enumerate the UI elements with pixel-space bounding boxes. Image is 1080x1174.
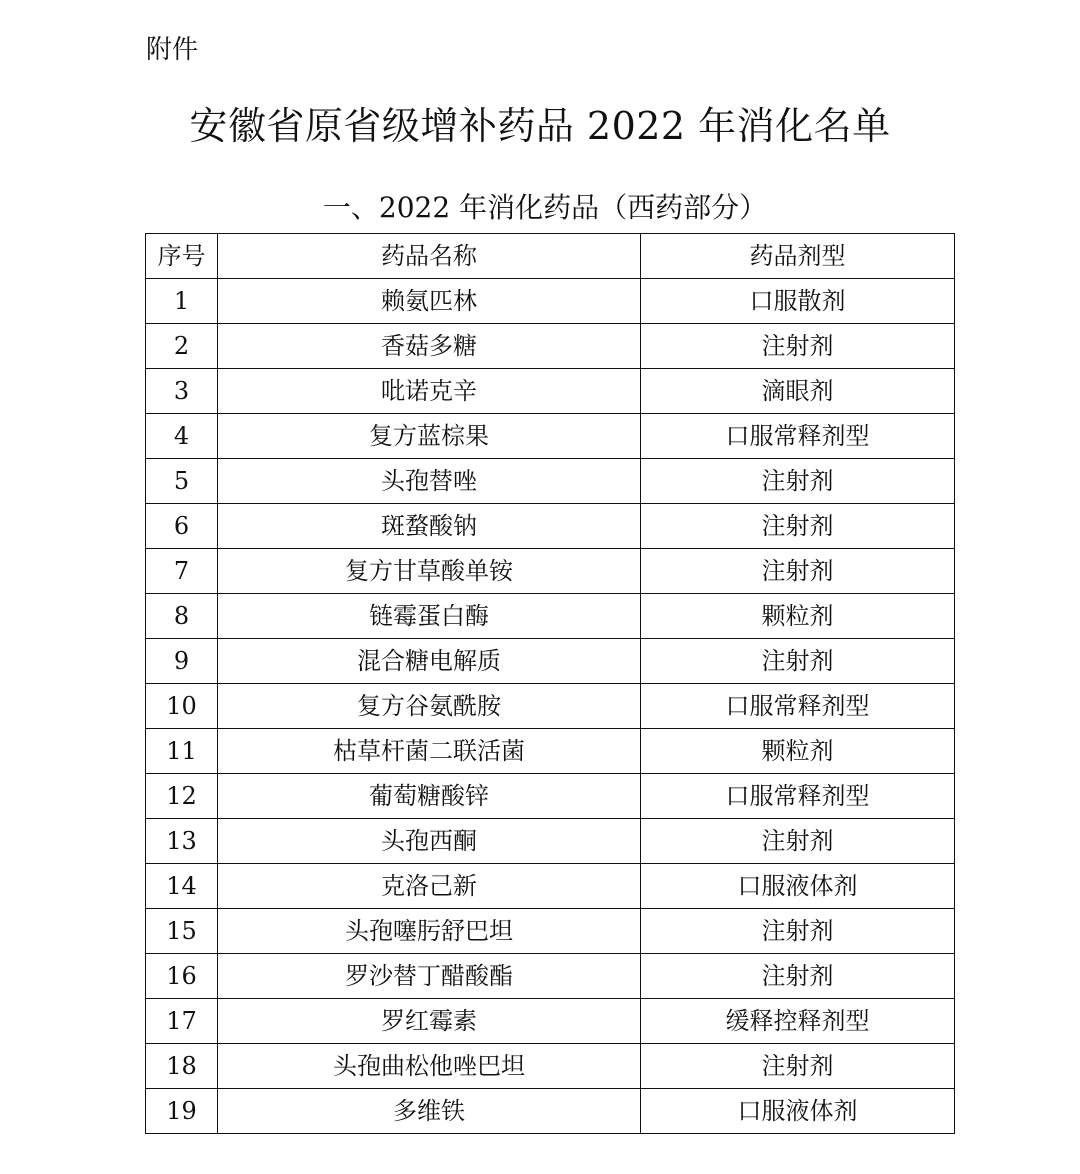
drug-name-cell: 链霉蛋白酶 (218, 594, 641, 639)
table-row (146, 864, 955, 909)
table-row (146, 639, 955, 684)
row-number-cell: 12 (146, 774, 218, 819)
dosage-form-cell: 注射剂 (641, 639, 955, 684)
table-row (146, 549, 955, 594)
table-row (146, 594, 955, 639)
drug-name-cell: 头孢西酮 (218, 819, 641, 864)
attachment-label: 附件 (146, 35, 199, 65)
table-row (146, 1044, 955, 1089)
drug-name-cell: 香菇多糖 (218, 324, 641, 369)
table-body (146, 279, 955, 1134)
dosage-form-cell: 注射剂 (641, 954, 955, 999)
dosage-form-cell: 滴眼剂 (641, 369, 955, 414)
section-title: 一、2022 年消化药品（西药部分） (322, 191, 768, 224)
column-header-number: 序号 (146, 234, 218, 279)
dosage-form-cell: 口服液体剂 (641, 1089, 955, 1134)
row-number-cell: 13 (146, 819, 218, 864)
drug-list-table (145, 233, 955, 1134)
drug-name-cell: 混合糖电解质 (218, 639, 641, 684)
dosage-form-cell: 口服散剂 (641, 279, 955, 324)
dosage-form-cell: 口服常释剂型 (641, 684, 955, 729)
dosage-form-cell: 口服液体剂 (641, 864, 955, 909)
drug-name-cell: 复方蓝棕果 (218, 414, 641, 459)
drug-name-cell: 吡诺克辛 (218, 369, 641, 414)
dosage-form-cell: 颗粒剂 (641, 594, 955, 639)
table-row (146, 504, 955, 549)
row-number-cell: 19 (146, 1089, 218, 1134)
table-row (146, 954, 955, 999)
table-row (146, 999, 955, 1044)
dosage-form-cell: 缓释控释剂型 (641, 999, 955, 1044)
table-row (146, 819, 955, 864)
row-number-cell: 15 (146, 909, 218, 954)
column-header-drug-name: 药品名称 (218, 234, 641, 279)
row-number-cell: 11 (146, 729, 218, 774)
dosage-form-cell: 注射剂 (641, 819, 955, 864)
table-row (146, 729, 955, 774)
row-number-cell: 2 (146, 324, 218, 369)
row-number-cell: 3 (146, 369, 218, 414)
table-row (146, 324, 955, 369)
dosage-form-cell: 注射剂 (641, 1044, 955, 1089)
dosage-form-cell: 注射剂 (641, 504, 955, 549)
drug-name-cell: 枯草杆菌二联活菌 (218, 729, 641, 774)
row-number-cell: 6 (146, 504, 218, 549)
row-number-cell: 5 (146, 459, 218, 504)
drug-name-cell: 复方甘草酸单铵 (218, 549, 641, 594)
dosage-form-cell: 注射剂 (641, 459, 955, 504)
row-number-cell: 9 (146, 639, 218, 684)
row-number-cell: 16 (146, 954, 218, 999)
dosage-form-cell: 颗粒剂 (641, 729, 955, 774)
table-row (146, 279, 955, 324)
row-number-cell: 8 (146, 594, 218, 639)
drug-name-cell: 斑蝥酸钠 (218, 504, 641, 549)
drug-name-cell: 罗沙替丁醋酸酯 (218, 954, 641, 999)
row-number-cell: 18 (146, 1044, 218, 1089)
dosage-form-cell: 注射剂 (641, 324, 955, 369)
table-row (146, 369, 955, 414)
table-row (146, 909, 955, 954)
drug-name-cell: 多维铁 (218, 1089, 641, 1134)
table-row (146, 414, 955, 459)
row-number-cell: 17 (146, 999, 218, 1044)
drug-name-cell: 头孢噻肟舒巴坦 (218, 909, 641, 954)
header-row (146, 234, 955, 279)
drug-name-cell: 罗红霉素 (218, 999, 641, 1044)
document-title: 安徽省原省级增补药品 2022 年消化名单 (189, 104, 891, 148)
table-row (146, 774, 955, 819)
drug-name-cell: 赖氨匹林 (218, 279, 641, 324)
table-header (146, 234, 955, 279)
row-number-cell: 10 (146, 684, 218, 729)
column-header-dosage-form: 药品剂型 (641, 234, 955, 279)
table-row (146, 684, 955, 729)
row-number-cell: 4 (146, 414, 218, 459)
row-number-cell: 7 (146, 549, 218, 594)
drug-name-cell: 头孢曲松他唑巴坦 (218, 1044, 641, 1089)
dosage-form-cell: 注射剂 (641, 549, 955, 594)
drug-name-cell: 复方谷氨酰胺 (218, 684, 641, 729)
row-number-cell: 14 (146, 864, 218, 909)
row-number-cell: 1 (146, 279, 218, 324)
dosage-form-cell: 口服常释剂型 (641, 414, 955, 459)
table-row (146, 1089, 955, 1134)
dosage-form-cell: 口服常释剂型 (641, 774, 955, 819)
drug-name-cell: 克洛己新 (218, 864, 641, 909)
dosage-form-cell: 注射剂 (641, 909, 955, 954)
drug-name-cell: 头孢替唑 (218, 459, 641, 504)
drug-name-cell: 葡萄糖酸锌 (218, 774, 641, 819)
table-row (146, 459, 955, 504)
